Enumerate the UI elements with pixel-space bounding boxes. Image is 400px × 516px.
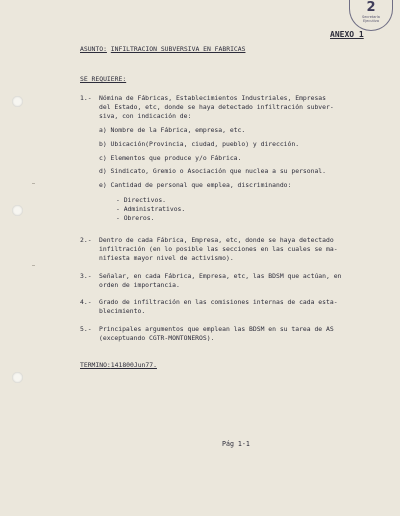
item-line: Nómina de Fábricas, Establecimientos Industriales, Empresas [99, 94, 327, 102]
item-line: nifiesta mayor nivel de activismo). [99, 254, 234, 262]
stamp-line: Ejecutiva [362, 19, 380, 23]
item-line: Grado de infiltración en las comisiones internas de cada esta- [99, 298, 338, 306]
item-number: 1.- [80, 94, 92, 102]
deadline-label: TERMINO: [80, 361, 111, 369]
item-number: 2.- [80, 236, 92, 244]
stamp-line: Secretaría [362, 15, 380, 19]
subitem: c) Elementos que produce y/o Fábrica. [99, 154, 242, 162]
item-line: Señalar, en cada Fábrica, Empresa, etc, las BDSM que actúan, en [99, 272, 342, 280]
deadline-value: 141800Jun77. [110, 361, 157, 369]
registry-stamp [349, 0, 393, 31]
punch-hole [12, 205, 23, 216]
item-line: siva, con indicación de: [99, 112, 192, 120]
punch-hole [12, 372, 23, 383]
bullet-item: - Administrativos. [116, 205, 186, 213]
annex-label: ANEXO 1 [330, 30, 364, 39]
item-number: 4.- [80, 298, 92, 306]
subitem: d) Sindicato, Gremio o Asociación que nuclea a su personal. [99, 167, 327, 175]
item-line: Dentro de cada Fábrica, Empresa, etc, donde se haya detectado [99, 236, 334, 244]
item-number: 5.- [80, 325, 92, 333]
subitem: e) Cantidad de personal que emplea, discriminando: [99, 181, 292, 189]
fold-mark [32, 183, 35, 184]
fold-mark [32, 265, 35, 266]
requirement-heading: SE REQUIERE: [80, 75, 127, 83]
item-line: Principales argumentos que emplean las BDSM en su tarea de AS [99, 325, 334, 333]
subject-label: ASUNTO: [80, 45, 107, 53]
item-line: infiltración (en lo posible las secciones en las cuales se ma- [99, 245, 338, 253]
item-line: orden de importancia. [99, 281, 180, 289]
subject-text: INFILTRACION SUBVERSIVA EN FABRICAS [110, 45, 246, 53]
bullet-item: - Obreros. [116, 214, 155, 222]
page-number: Pág 1-1 [222, 440, 250, 448]
item-line: (exceptuando CGTR-MONTONEROS). [99, 334, 215, 342]
deadline-line [80, 362, 157, 370]
item-line: del Estado, etc, donde se haya detectado infiltración subver- [99, 103, 334, 111]
subject-line [80, 46, 245, 54]
bullet-item: - Directivos. [116, 196, 167, 204]
subitem: a) Nombre de la Fábrica, empresa, etc. [99, 126, 246, 134]
item-line: blecimiento. [99, 307, 146, 315]
punch-hole [12, 96, 23, 107]
subitem: b) Ubicación(Provincia, ciudad, pueblo) y dirección. [99, 140, 300, 148]
item-number: 3.- [80, 272, 92, 280]
stamp-number: 2 [366, 0, 376, 15]
